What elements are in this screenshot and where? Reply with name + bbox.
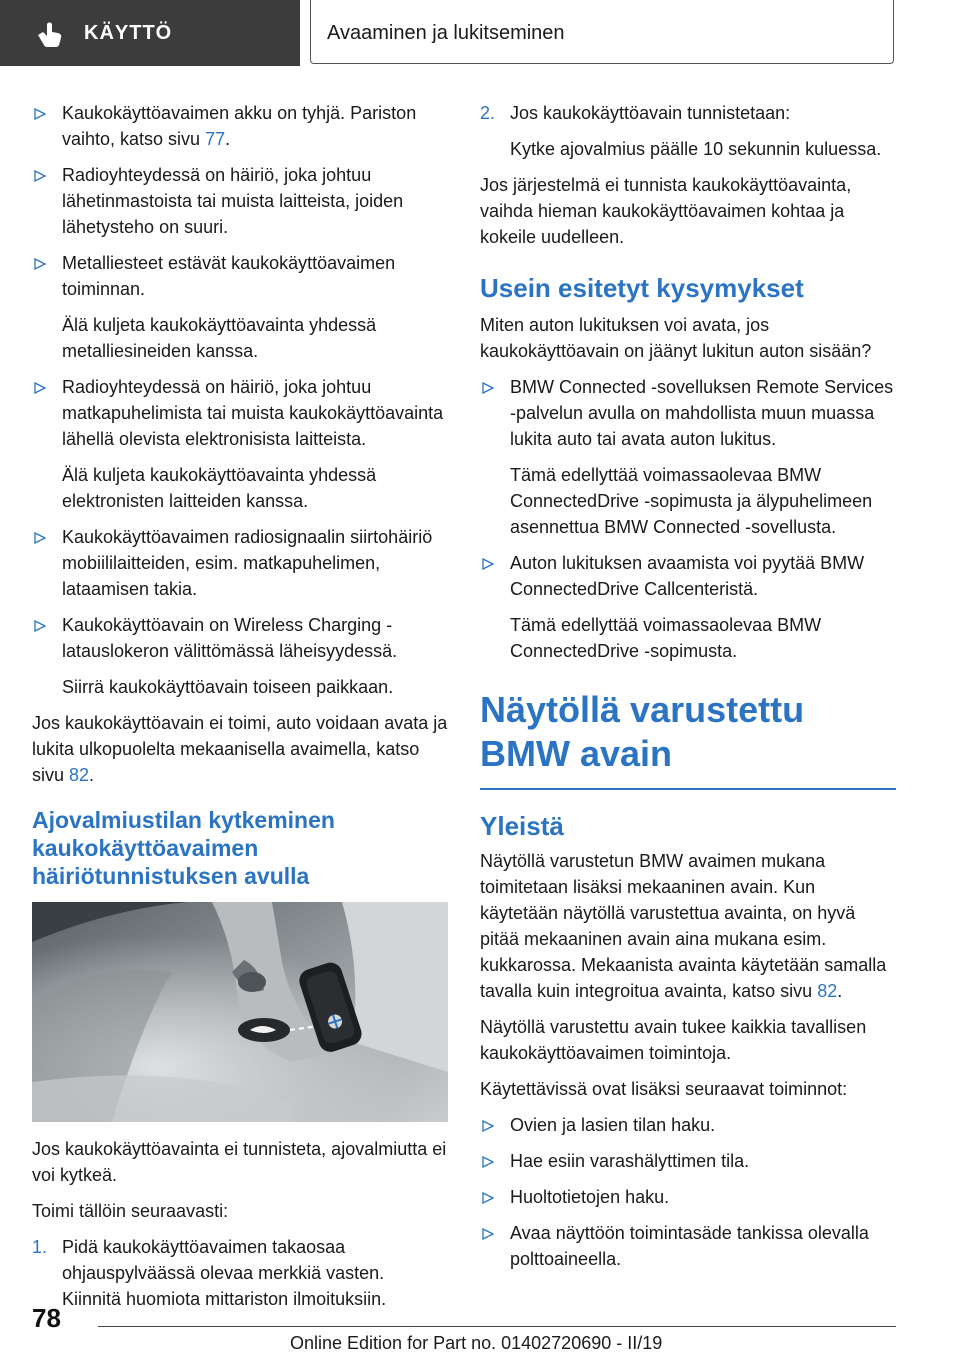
paragraph: Näytöllä varustettu avain tukee kaikkia tavallisen kaukokäyttöavaimen toimintoja. — [480, 1016, 867, 1063]
paragraph: Jos kaukokäyttöavainta ei tunnisteta, ajovalmiutta ei voi kytkeä. — [32, 1139, 447, 1185]
hand-pointer-icon — [36, 22, 64, 48]
paragraph: Jos järjestelmä ei tunnista kaukokäyttöavainta, vaihda hieman kaukokäyttöavaimen kohtaa ja kokeile uudelleen. — [480, 175, 852, 247]
triangle-bullet-icon — [482, 1120, 494, 1132]
faq-question: Miten auton lukituksen voi avata, jos kaukokäyttöavain on jäänyt lukitun auton sisään? — [480, 315, 872, 361]
list-item: Radioyhteydessä on häiriö, joka johtuu lähetinmastoista tai muista laitteista, joiden lähetysteho on suuri. — [32, 162, 448, 240]
list-item: Avaa näyttöön toimintasäde tankissa olevalla polttoaineella. — [480, 1220, 896, 1272]
section-heading-general: Yleistä — [480, 810, 564, 841]
page-link-77[interactable]: 77 — [205, 129, 226, 149]
triangle-bullet-icon — [34, 532, 46, 544]
list-item: Radioyhteydessä on häiriö, joka johtuu matkapuhelimista tai muista kaukokäyttöavainta lähellä olevista elektronisista laitteista. — [32, 374, 448, 452]
triangle-bullet-icon — [34, 170, 46, 182]
numbered-step: 1. Pidä kaukokäyttöavaimen takaosaa ohjauspylväässä olevaa merkkiä vasten. Kiinnitä huomiota mittariston ilmoituksiin. — [32, 1234, 448, 1312]
list-item-note: Tämä edellyttää voimassaolevaa BMW ConnectedDrive -sopimusta ja älypuhelimeen asennettua BMW Connected -sovellusta. — [510, 465, 873, 537]
page-link-82[interactable]: 82 — [69, 765, 90, 785]
chapter-tab — [310, 0, 894, 64]
steering-column-key-photo — [32, 902, 448, 1122]
edition-note: Online Edition for Part no. 01402720690 - II/19 — [290, 1333, 663, 1353]
faq-heading: Usein esitetyt kysymykset — [480, 273, 804, 303]
triangle-bullet-icon — [34, 258, 46, 270]
step-note: Kytke ajovalmius päälle 10 sekunnin kuluessa. — [510, 139, 882, 159]
triangle-bullet-icon — [482, 1156, 494, 1168]
list-item: Kaukokäyttöavaimen radiosignaalin siirtohäiriö mobiililaitteiden, esim. matkapuhelimen, lataamisen takia. — [32, 524, 448, 602]
list-item-note: Älä kuljeta kaukokäyttöavainta yhdessä metalliesineiden kanssa. — [62, 315, 377, 361]
numbered-step: 2. Jos kaukokäyttöavain tunnistetaan: — [480, 100, 896, 126]
page-link-82[interactable]: 82 — [817, 980, 838, 1001]
list-item: Hae esiin varashälyttimen tila. — [480, 1148, 896, 1174]
paragraph: Käytettävissä ovat lisäksi seuraavat toiminnot: — [480, 1078, 848, 1099]
chapter-heading: Näytöllä varustettu BMW avain — [480, 689, 805, 774]
list-item: Kaukokäyttöavaimen akku on tyhjä. Pariston vaihto, katso sivu 77. — [32, 100, 448, 152]
triangle-bullet-icon — [482, 1228, 494, 1240]
list-item: Metalliesteet estävät kaukokäyttöavaimen toiminnan. — [32, 250, 448, 302]
triangle-bullet-icon — [34, 108, 46, 120]
list-item: Auton lukituksen avaamista voi pyytää BMW ConnectedDrive Callcenteristä. — [480, 550, 896, 602]
triangle-bullet-icon — [482, 558, 494, 570]
list-item: BMW Connected -sovelluksen Remote Services -palvelun avulla on mahdollista muun muassa lukita auto tai avata auton lukitus. — [480, 374, 896, 452]
step-number: 2. — [480, 103, 496, 123]
section-tab — [0, 0, 300, 66]
heading-divider — [480, 788, 896, 790]
list-item-note: Siirrä kaukokäyttöavain toiseen paikkaan. — [62, 677, 394, 697]
paragraph: Jos kaukokäyttöavain ei toimi, auto voidaan avata ja lukita ulkopuolelta mekaanisella avaimella, katso sivu 82. — [32, 713, 448, 785]
list-item-note: Älä kuljeta kaukokäyttöavainta yhdessä elektronisten laitteiden kanssa. — [62, 465, 377, 511]
step-number: 1. — [32, 1237, 48, 1257]
left-column — [32, 100, 448, 1322]
paragraph: Näytöllä varustetun BMW avaimen mukana toimitetaan lisäksi mekaaninen avain. Kun käytetään näytöllä varustettua avainta, on hyvä pitää mekaaninen avain aina mukana esim. kukkarossa. Mekaanista avainta käytetään samalla tavalla kuin integroitua avainta, katso sivu 82. — [480, 850, 887, 1001]
triangle-bullet-icon — [34, 382, 46, 394]
triangle-bullet-icon — [482, 382, 494, 394]
list-item-note: Tämä edellyttää voimassaolevaa BMW ConnectedDrive -sopimusta. — [510, 615, 822, 661]
list-item: Ovien ja lasien tilan haku. — [480, 1112, 896, 1138]
triangle-bullet-icon — [34, 620, 46, 632]
chapter-title: Avaaminen ja lukitseminen — [327, 22, 565, 44]
page-number: 78 — [32, 1303, 61, 1333]
section-heading: Ajovalmiustilan kytkeminen kaukokäyttöavaimen häiriötunnistuksen avulla — [32, 807, 335, 889]
paragraph: Toimi tällöin seuraavasti: — [32, 1201, 229, 1221]
list-item: Huoltotietojen haku. — [480, 1184, 896, 1210]
footer-divider — [98, 1326, 896, 1327]
page-header — [0, 0, 960, 66]
section-title: KÄYTTÖ — [84, 22, 173, 44]
list-item: Kaukokäyttöavain on Wireless Charging -latauslokeron välittömässä läheisyydessä. — [32, 612, 448, 664]
right-column — [480, 100, 896, 1282]
triangle-bullet-icon — [482, 1192, 494, 1204]
